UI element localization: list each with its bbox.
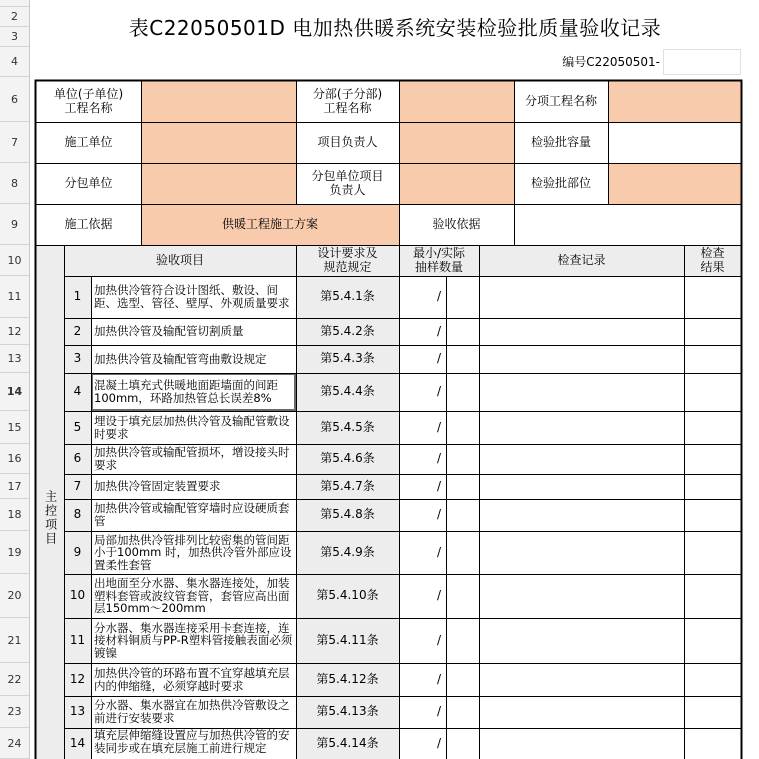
item-description[interactable]: 加热供冷管及输配管切割质量 <box>94 324 244 339</box>
item-description[interactable]: 加热供冷管的环路布置不宜穿越填充层内的伸缩缝，必须穿越时要求 <box>94 665 290 693</box>
row-header[interactable]: 17 <box>0 474 30 499</box>
item-description[interactable]: 加热供冷管固定装置要求 <box>94 479 221 494</box>
item-clause: 第5.4.11条 <box>296 618 399 663</box>
page-title: 表C22050501D 电加热供暖系统安装检验批质量验收记录 <box>128 16 662 40</box>
row-header[interactable]: 9 <box>0 204 30 245</box>
row-header[interactable]: 7 <box>0 122 30 163</box>
item-number: 12 <box>64 663 91 696</box>
group-label: 主控项目 <box>43 489 58 546</box>
item-description[interactable]: 加热供冷管符合设计图纸、敷设、间距、选型、管径、壁厚、外观质量要求 <box>94 283 290 310</box>
row-header[interactable]: 18 <box>0 499 30 531</box>
item-number: 10 <box>64 574 91 618</box>
serial-number-label: 编号C22050501- <box>562 55 660 70</box>
item-description[interactable]: 加热供冷管及输配管弯曲敷设规定 <box>94 351 267 366</box>
column-header-result: 检查 结果 <box>684 245 741 276</box>
subcontract-lead-field[interactable] <box>399 163 514 204</box>
subcontract-lead-label: 分包单位项目 负责人 <box>311 169 384 197</box>
serial-number-input[interactable] <box>663 49 741 75</box>
row-header[interactable]: 24 <box>0 728 30 759</box>
subcontract-unit-label: 分包单位 <box>64 175 113 190</box>
item-number: 9 <box>64 531 91 574</box>
item-clause: 第5.4.5条 <box>296 411 399 444</box>
item-description[interactable]: 填充层伸缩缝设置应与加热供冷管的安装同步或在填充层施工前进行规定 <box>94 728 290 755</box>
sample-count-cell[interactable]: / <box>436 704 442 719</box>
subcontract-unit-field[interactable] <box>141 163 296 204</box>
item-number: 4 <box>64 373 91 411</box>
row-header-1[interactable] <box>0 0 30 7</box>
group-header-spacer <box>36 245 64 276</box>
item-number: 13 <box>64 696 91 728</box>
sample-count-cell[interactable]: / <box>436 451 442 466</box>
subsection-name-label: 分部(子分部) 工程名称 <box>312 87 383 115</box>
acceptance-basis-field[interactable] <box>514 204 741 245</box>
item-number: 7 <box>64 474 91 499</box>
row-header[interactable]: 2 <box>0 7 30 27</box>
item-clause: 第5.4.9条 <box>296 531 399 574</box>
construction-unit-label: 施工单位 <box>64 134 113 149</box>
group-label-cell <box>36 276 64 759</box>
sample-count-cell[interactable]: / <box>436 289 442 304</box>
item-project-name-field[interactable] <box>608 81 741 122</box>
row-header[interactable]: 22 <box>0 663 30 696</box>
row-header[interactable]: 4 <box>0 47 30 77</box>
subsection-name-field[interactable] <box>399 81 514 122</box>
batch-capacity-field[interactable] <box>608 122 741 163</box>
project-lead-field[interactable] <box>399 122 514 163</box>
row-header[interactable]: 10 <box>0 245 30 276</box>
item-clause: 第5.4.8条 <box>296 499 399 531</box>
sample-count-cell[interactable]: / <box>436 351 442 366</box>
item-description[interactable]: 分水器、集水器连接采用卡套连接，连接材料铜质与PP-R塑料管接触表面必须镀镍 <box>94 620 293 660</box>
item-description[interactable]: 埋设于填充层加热供冷管及输配管敷设时要求 <box>94 413 290 441</box>
item-clause: 第5.4.3条 <box>296 345 399 373</box>
batch-location-label: 检验批部位 <box>530 175 591 190</box>
batch-capacity-label: 检验批容量 <box>530 134 591 149</box>
item-number: 3 <box>64 345 91 373</box>
item-description[interactable]: 加热供冷管或输配管穿墙时应设硬质套管 <box>94 501 290 528</box>
sample-count-cell[interactable]: / <box>436 478 442 493</box>
row-header-active[interactable]: 14 <box>0 373 30 411</box>
row-header[interactable]: 13 <box>0 345 30 373</box>
row-header[interactable]: 8 <box>0 163 30 204</box>
row-header[interactable]: 6 <box>0 77 30 122</box>
item-clause: 第5.4.2条 <box>296 318 399 345</box>
project-lead-label: 项目负责人 <box>317 134 378 149</box>
item-clause: 第5.4.4条 <box>296 373 399 411</box>
item-description[interactable]: 出地面至分水器、集水器连接处，加装塑料套管或波纹管套管，套管应高出面层150mm～200mm <box>94 576 290 616</box>
item-clause: 第5.4.12条 <box>296 663 399 696</box>
basis-label: 施工依据 <box>64 216 113 231</box>
unit-name-field[interactable] <box>141 81 296 122</box>
sample-count-cell[interactable]: / <box>436 384 442 399</box>
item-number: 2 <box>64 318 91 345</box>
item-project-name-label: 分项工程名称 <box>524 93 597 108</box>
sample-count-cell[interactable]: / <box>436 507 442 522</box>
item-clause: 第5.4.6条 <box>296 444 399 474</box>
sample-count-cell[interactable]: / <box>436 544 442 559</box>
item-description-selected[interactable]: 混凝土填充式供暖地面距墙面的间距100mm，环路加热管总长误差8% <box>91 373 296 411</box>
row-header[interactable]: 12 <box>0 318 30 345</box>
row-header[interactable]: 23 <box>0 696 30 728</box>
sample-count-cell[interactable]: / <box>436 671 442 686</box>
unit-name-label: 单位(子单位) 工程名称 <box>53 87 124 115</box>
row-header[interactable]: 16 <box>0 444 30 474</box>
row-header[interactable]: 11 <box>0 276 30 318</box>
acceptance-basis-label: 验收依据 <box>432 216 481 231</box>
item-number: 6 <box>64 444 91 474</box>
item-number: 1 <box>64 276 91 318</box>
item-number: 11 <box>64 618 91 663</box>
column-header-design-req: 设计要求及 规范规定 <box>296 245 399 276</box>
column-header-item: 验收项目 <box>64 245 296 276</box>
item-number: 14 <box>64 728 91 759</box>
sample-count-cell[interactable]: / <box>436 588 442 603</box>
item-clause: 第5.4.14条 <box>296 728 399 759</box>
item-number: 5 <box>64 411 91 444</box>
item-clause: 第5.4.1条 <box>296 276 399 318</box>
item-number: 8 <box>64 499 91 531</box>
sample-count-cell[interactable]: / <box>436 323 442 338</box>
construction-unit-field[interactable] <box>141 122 296 163</box>
column-header-record: 检查记录 <box>479 245 684 276</box>
sample-count-cell[interactable]: / <box>436 735 442 750</box>
row-header[interactable]: 19 <box>0 531 30 574</box>
row-header[interactable]: 15 <box>0 411 30 444</box>
row-header[interactable]: 3 <box>0 27 30 47</box>
sample-count-cell[interactable]: / <box>436 419 442 434</box>
row-header[interactable]: 20 <box>0 574 30 618</box>
sample-count-cell[interactable]: / <box>436 632 442 647</box>
basis-value[interactable]: 供暖工程施工方案 <box>141 204 399 245</box>
column-header-sample: 最小/实际 抽样数量 <box>399 245 479 276</box>
item-description[interactable]: 加热供冷管或输配管损坏，增设接头时要求 <box>94 445 290 472</box>
item-clause: 第5.4.10条 <box>296 574 399 618</box>
item-description[interactable]: 局部加热供冷管排列比较密集的管间距小于100mm 时，加热供冷管外部应设置柔性套管 <box>94 532 292 572</box>
item-clause: 第5.4.7条 <box>296 474 399 499</box>
batch-location-field[interactable] <box>608 163 741 204</box>
row-header[interactable]: 21 <box>0 618 30 663</box>
item-description[interactable]: 分水器、集水器宜在加热供冷管敷设之前进行安装要求 <box>94 698 290 725</box>
item-clause: 第5.4.13条 <box>296 696 399 728</box>
